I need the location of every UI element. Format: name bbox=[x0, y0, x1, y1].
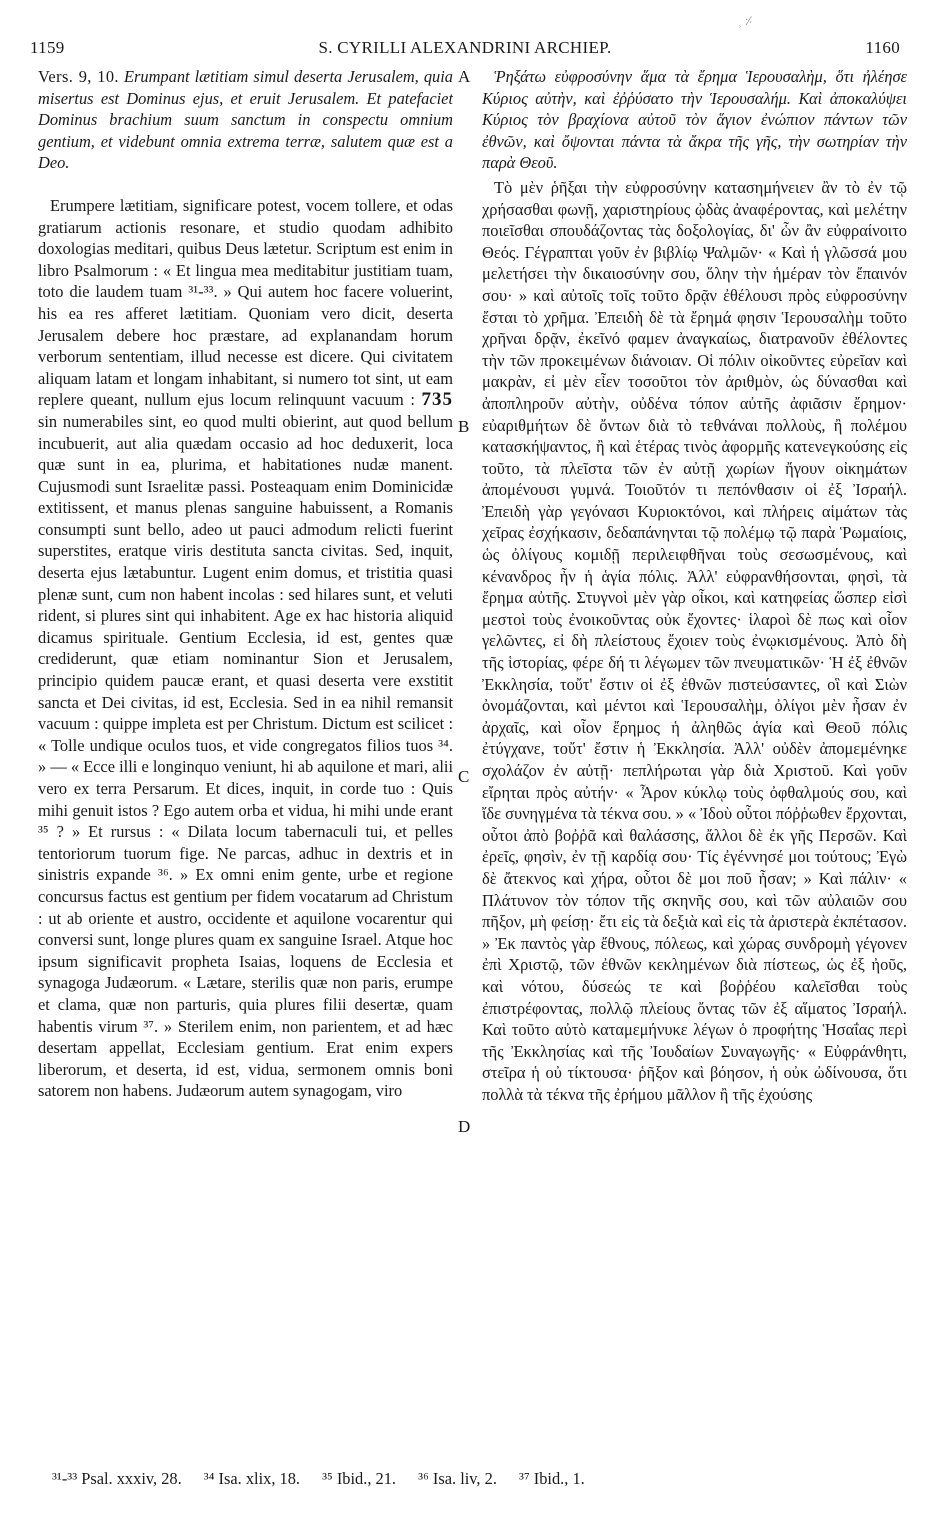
latin-column bbox=[38, 66, 453, 1446]
footnote: ³¹-³³ Psal. xxxiv, 28. bbox=[52, 1469, 182, 1488]
footnote: ³⁵ Ibid., 21. bbox=[322, 1469, 397, 1488]
ink-mark-icon: ⸒ ⸓ bbox=[738, 14, 753, 28]
column-number-right: 1160 bbox=[865, 38, 900, 57]
margin-letter-c: C bbox=[458, 767, 470, 786]
margin-letter-d: D bbox=[458, 1117, 471, 1136]
greek-column bbox=[482, 66, 907, 1446]
verse-label: Vers. 9, 10. bbox=[38, 67, 119, 86]
footnotes bbox=[52, 1469, 900, 1489]
footnote: ³⁶ Isa. liv, 2. bbox=[418, 1469, 497, 1488]
running-header bbox=[30, 38, 900, 64]
greek-commentary: Τὸ μὲν ῥῆξαι τὴν εὐφροσύνην κατασημήνειεν ἂν τὸ ἐν τῷ χρήσασθαι φωνῇ, χαριστηρίους ᾠδὰς ἀναφέροντας, καὶ μελέτην ποιεῖσθαι σπουδάζοντας τὰς δοξολογίας, δι' ὧν ἂν εὐφραίνοιτο Θεός. Γέγραπται γοῦν ἐν βιβλίῳ Ψαλμῶν· « Καὶ ἡ γλῶσσά μου μελετήσει τὴν δικαιοσύνην σου, ὅλην τὴν ἡμέραν τὸν ἔπαινόν σου· » καὶ αὐτοῖς τοῖς τοῦτο δρᾷν ἐθέλουσι πρὸς εὐφροσύνην ἔσται τὸ χρῆμα. Ἐπειδὴ δὲ τὰ ἔρημά φησιν Ἱερουσαλὴμ τοῦτο χρῆναι δρᾷν, ἐκεῖνό φαμεν ἀναγκαίως, διατρανοῦν ἐθέλοντες τὴν τῶν προκειμένων διάνοιαν. Οἱ πόλιν οἰκοῦντες εὐρεῖαν καὶ μακρὰν, εἰ μὲν εἶεν τοσοῦτοι τὸν ἀριθμὸν, ὡς δύνασθαι καὶ ἀποπληροῦν αὐτὴν, οὐδένα τόπον αὐτῆς ἀφιᾶσιν ἔρημον· εὐαριθμήτων δὲ ὄντων διὰ τὸ τεθνάναι πολλοὺς, ἢ πολέμου κατασκήψαντος, ἢ καὶ ἑτέρας τινὸς ἀφορμῆς κατενεγκούσης εἰς τοῦτο, τὰ πλεῖστα τῶν ἐν αὐτῇ χωρίων ἤγουν οἰκημάτων ἀπομένουσι γυμνά. Τοιοῦτόν τι πεπόνθασιν οἱ ἐξ Ἰσραήλ. Ἐπειδὴ γὰρ γεγόνασι Κυριοκτόνοι, καὶ πλήρεις αἱμάτων τὰς χεῖρας ἐσχήκασιν, δεδαπάνηνται τῷ πολέμῳ τῷ παρὰ Ῥωμαίοις, ὡς ὀλίγους κομιδῇ περιλειφθῆναι τοὺς σεσωσμένους, καὶ κένανδρος ἦν ἡ ἁγία πόλις. Ἀλλ' εὐφρανθήσονται, φησὶ, τὰ ἔρημα αὐτῆς. Στυγνοὶ μὲν γὰρ οἶκοι, καὶ κατηφείας ὥσπερ εἰσὶ μεστοὶ τοὺς ἐνοικοῦντας οὐκ ἔχοντες· ἱλαροὶ δὲ πως καὶ οἷον γελῶντες, εἰ δὴ πλείστους ἔχοιεν τοὺς ἐνῳκισμένους. Ἀπὸ δὴ τῆς ἱστορίας, φέρε δή τι λέγωμεν τῶν πνευματικῶν· Ἡ ἐξ ἐθνῶν Ἐκκλησία, τοὔτ' ἔστιν οἱ ἐξ ἐθνῶν πιστεύσαντες, οἳ καὶ Σιὼν ὀνομάζονται, καὶ μέντοι καὶ Ἱερουσαλὴμ, ὀλίγοι μὲν ἦσαν ἐν ἀρχαῖς, καὶ οἷον ἔρημος ἡ ἀληθῶς ἁγία καὶ Θεοῦ πόλις ἐτύγχανε, τοὔτ' ἔστιν ἡ Ἐκκλησία. Ἀλλ' οὐδὲν ἀπομεμένηκε σχολάζον ἐν αὐτῇ· πεπλήρωται γὰρ διὰ Χριστοῦ. Καὶ γοῦν εἴρηται πρὸς αὐτήν· « Ἆρον κύκλῳ τοὺς ὀφθαλμούς σου, καὶ ἴδε συνηγμένα τὰ τέκνα σου. » « Ἰδοὺ οὗτοι πόῤῥωθεν ἔρχονται, οὗτοι ἀπὸ βοῤῥᾶ καὶ θαλάσσης, ἄλλοι δὲ ἐκ γῆς Περσῶν. Καὶ ἐρεῖς, φησὶν, ἐν τῇ καρδίᾳ σου· Τίς ἐγέννησέ μοι τούτους; Ἐγὼ δὲ ἄτεκνος καὶ χήρα, οὗτοι δὲ μοι ποῦ ἦσαν; » Καὶ πάλιν· « Πλάτυνον τὸν τόπον τῆς σκηνῆς σου, καὶ τῶν αὐλαιῶν σου πῆξον, μὴ φείσῃ· ἔτι εἰς τὰ δεξιὰ καὶ εἰς τὰ ἀριστερὰ ἐκπέτασον. » Ἐκ παντὸς γὰρ ἔθνους, πόλεως, καὶ χώρας συνδρομὴ γέγονεν ἐπὶ Χριστῷ, τῶν ἐθνῶν κεκλημένων διὰ πίστεως, ὡς ἐξ ἠοῦς, καὶ νότου, δύσεώς τε καὶ βοῤῥέου καλεῖσθαι τοὺς ἐπιστρέφοντας, πολλῷ πλείους ὄντας τῶν ἐξ αἵματος Ἰσραήλ. Καὶ τοῦτο αὐτὸ καταμεμήνυκε λέγων ὁ προφήτης Ἡσαΐας περὶ τῆς Ἐκκλησίας καὶ τῆς Ἰουδαίων Συναγωγῆς· « Εὐφράνθητι, στεῖρα ἡ οὐ τίκτουσα· ῥῆξον καὶ βόησον, ἡ οὐκ ὠδίνουσα, ὅτι πολλὰ τὰ τέκνα τῆς ἐρήμου μᾶλλον ἢ τῆς ἐχούσης bbox=[482, 177, 907, 1104]
margin-letter-b: B bbox=[458, 417, 470, 436]
footnote: ³⁷ Ibid., 1. bbox=[519, 1469, 585, 1488]
greek-verse: Ῥηξάτω εὐφροσύνην ἅμα τὰ ἔρημα Ἱερουσαλὴμ, ὅτι ἠλέησε Κύριος αὐτὴν, καὶ ἐῤῥύσατο τὴν Ἱερουσαλήμ. Καὶ ἀποκαλύψει Κύριος τὸν βραχίονα αὐτοῦ τὸν ἅγιον ἐνώπιον πάντων τῶν ἐθνῶν, καὶ ὄψονται πάντα τὰ ἄκρα τῆς γῆς, τὴν σωτηρίαν τὴν παρὰ Θεοῦ. bbox=[482, 67, 907, 173]
latin-commentary-part2: sin numerabiles sint, eo quod multi obierint, aut quod bellum incubuerit, aut alia quædam occasio ad hoc deduxerit, loca quæ sunt in ea, plurima, et habitationes nudæ manent. Cujusmodi sunt Israelitæ passi. Posteaquam enim Dominicidæ extitissent, et manus plenas sanguine habuissent, a Romanis consumpti sunt bello, adeo ut pauci admodum relicti fuerint superstites, eratque viris destituta sancta civitas. Sed, inquit, deserta ejus lætabuntur. Lugent enim domus, et tristitia quasi plenæ sunt, cum non habent incolas : sed hilares sunt, et veluti rident, si plures sint qui inhabitent. Age ex hac historia aliquid dicamus spirituale. Gentium Ecclesia, id est, gentes quæ crediderunt, quæ etiam nominantur Sion et Jerusalem, principio quidem paucæ erant, et quasi deserta vere exstitit sancta et Dei civitas, id est, Ecclesia. Sed in ea nihil remansit vacuum : quippe impleta est per Christum. Dictum est scilicet : « Tolle undique oculos tuos, et vide congregatos filios tuos ³⁴. » — « Ecce illi e longinquo veniunt, hi ab aquilone et mari, alii vero ex terra Persarum. Et dices, inquit, in corde tuo : Quis mihi genuit istos ? Ego autem orba et vidua, hi mihi unde erant ³⁵ ? » Et rursus : « Dilata locum tabernaculi tui, et pelles tentoriorum tuorum fige. Ne parcas, adhuc in dextris et in sinistris expande ³⁶. » Ex omni enim gente, urbe et regione concursus factus est gentium per fidem vocatarum ad Christum : ut ab oriente et austro, occidente et aquilone vocarentur qui conversi sunt, longe plures quam ex sanguine Israel. Atque hoc ipsum significavit propheta Isaias, loquens de Ecclesia et synagoga Judæorum. « Lætare, sterilis quæ non paris, erumpe et clama, quæ non parturis, quia plures filii desertæ, quam habentis virum ³⁷. » Sterilem enim, non parientem, et ad hæc desertam appellat, Ecclesiam gentium. Erat enim expers liberorum, et deserta, id est, vidua, sermonem omnis boni satorem non habens. Judæorum autem synagogam, viro bbox=[38, 411, 453, 1101]
page-marker: 735 bbox=[421, 389, 453, 411]
running-title: S. CYRILLI ALEXANDRINI ARCHIEP. bbox=[318, 38, 612, 57]
column-number-left: 1159 bbox=[30, 38, 65, 57]
margin-letter-a: A bbox=[458, 67, 471, 86]
latin-verse-text: Erumpant lætitiam simul deserta Jerusalem, quia misertus est Dominus ejus, et eruit Jerusalem. Et patefaciet Dominus brachium suum sanctum in conspectu omnium gentium, et videbunt omnia extrema terræ, salutem quæ est a Deo. bbox=[38, 67, 453, 173]
latin-commentary bbox=[38, 195, 453, 1102]
latin-verse bbox=[38, 66, 453, 174]
latin-commentary-part1: Erumpere lætitiam, significare potest, vocem tollere, et odas gratiarum actionis resonare, et studio quodam adhibito doxologias meditari, quibus Deus lætetur. Scriptum est enim in libro Psalmorum : « Et lingua mea meditabitur justitiam tuam, toto die laudem tuam ³¹-³³. » Qui autem hoc facere voluerint, his ea res afferet lætitiam. Quoniam vero dicit, deserta Jerusalem debere hoc præstare, ad explanandam horum verborum sententiam, illud necesse est dicere. Qui civitatem aliquam latam et longam inhabitant, si numero tot sint, ut eam replere queant, nullum ejus locum relinquunt vacuum : bbox=[38, 195, 453, 410]
footnote: ³⁴ Isa. xlix, 18. bbox=[203, 1469, 301, 1488]
